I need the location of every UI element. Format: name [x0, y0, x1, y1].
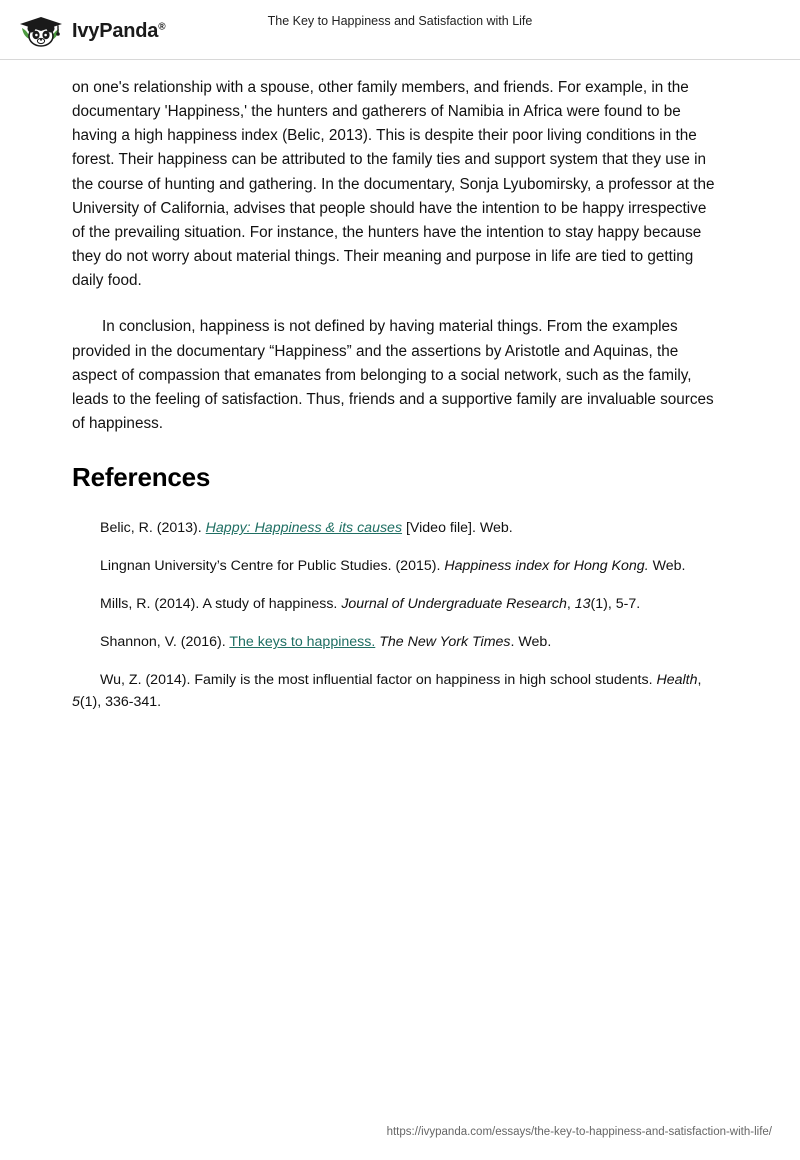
reference-text-mid: ,	[566, 596, 575, 613]
reference-text-prefix: Mills, R. (2014). A study of happiness.	[100, 596, 342, 613]
page-footer	[0, 1126, 800, 1138]
body-paragraph-1: on one's relationship with a spouse, other family members, and friends. For example, in the documentary 'Happiness,' the hunters and gatherers of Namibia in Africa were found to be having a high happiness index (Belic, 2013). This is despite their poor living conditions in the forest. Their happiness can be attributed to the family ties and support system that they use in the course of hunting and gathering. In the documentary, Sonja Lyubomirsky, a professor at the University of California, advises that people should have the intention to be happy irrespective of the prevailing situation. For instance, the hunters have the intention to stay happy because they do not worry about material things. Their meaning and purpose in life are tied to getting daily food.	[72, 79, 715, 290]
reference-belic	[72, 517, 718, 539]
reference-text-prefix: Lingnan University’s Centre for Public Studies. (2015).	[100, 558, 445, 575]
reference-link-shannon[interactable]: The keys to happiness.	[229, 634, 376, 651]
source-url-link[interactable]: https://ivypanda.com/essays/the-key-to-happiness-and-satisfaction-with-life/	[386, 1126, 772, 1138]
brand-name: IvyPanda	[72, 19, 159, 42]
reference-text-suffix: Web.	[648, 558, 686, 575]
document-body	[0, 60, 800, 729]
reference-text-suffix: (1), 5-7.	[590, 596, 641, 613]
reference-text-suffix: [Video file]. Web.	[402, 520, 513, 537]
reference-mills	[72, 593, 718, 615]
brand-registered-mark: ®	[158, 20, 166, 32]
reference-volume-italic: 13	[574, 596, 591, 613]
reference-wu	[72, 669, 718, 713]
reference-journal-italic: Health	[656, 672, 698, 689]
reference-link-belic[interactable]: Happy: Happiness & its causes	[205, 520, 403, 537]
body-paragraph-2: In conclusion, happiness is not defined by having material things. From the examples provided in the documentary “Happiness” and the assertions by Aristotle and Aquinas, the aspect of compassion that emanates from belonging to a social network, such as the family, leads to the feeling of satisfaction. Thus, friends and a supportive family are invaluable sources of happiness.	[72, 318, 714, 433]
reference-text-suffix: (1), 336-341.	[79, 694, 162, 711]
reference-text-prefix: Belic, R. (2013).	[100, 520, 206, 537]
reference-volume-italic: 5	[72, 694, 80, 711]
document-header-title: The Key to Happiness and Satisfaction with Life	[267, 14, 533, 28]
reference-shannon	[72, 631, 718, 653]
reference-text-prefix: Wu, Z. (2014). Family is the most influential factor on happiness in high school students.	[100, 672, 657, 689]
references-heading: References	[72, 462, 211, 493]
reference-text-mid: ,	[697, 672, 702, 689]
reference-lingnan	[72, 555, 718, 577]
reference-journal-italic: Journal of Undergraduate Research	[341, 596, 567, 613]
reference-title-italic: Happiness index for Hong Kong.	[444, 558, 649, 575]
reference-text-suffix: . Web.	[510, 634, 552, 651]
reference-text-prefix: Shannon, V. (2016).	[100, 634, 230, 651]
reference-source-italic: The New York Times	[375, 634, 511, 651]
page-header	[0, 0, 800, 60]
